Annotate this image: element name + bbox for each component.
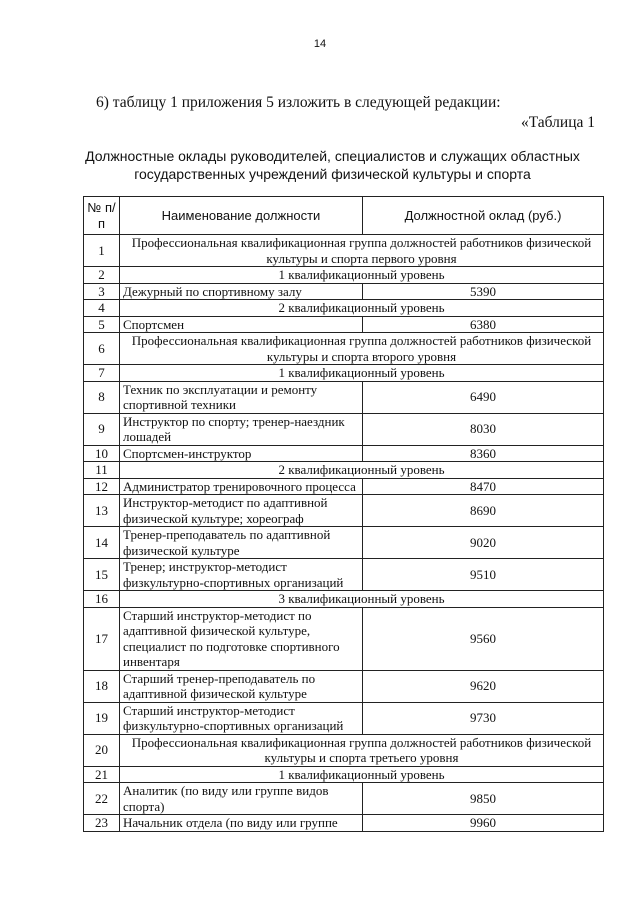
table-row xyxy=(84,783,604,815)
position-name: Тренер-преподаватель по адаптивной физической культуре xyxy=(120,527,363,559)
group-heading: 2 квалификационный уровень xyxy=(120,462,604,479)
row-number: 7 xyxy=(84,365,120,382)
row-number: 9 xyxy=(84,413,120,445)
table-row xyxy=(84,381,604,413)
page-number: 14 xyxy=(313,38,327,50)
row-number: 20 xyxy=(84,734,120,766)
salary-value: 9560 xyxy=(363,607,604,670)
group-heading: 3 квалификационный уровень xyxy=(120,591,604,608)
group-row xyxy=(84,591,604,608)
row-number: 8 xyxy=(84,381,120,413)
row-number: 17 xyxy=(84,607,120,670)
salary-value: 9960 xyxy=(363,815,604,832)
group-heading: 2 квалификационный уровень xyxy=(120,300,604,317)
group-row xyxy=(84,300,604,317)
table-row xyxy=(84,478,604,495)
title-line-1: Должностные оклады руководителей, специалистов и служащих областных xyxy=(85,148,580,164)
position-name: Старший инструктор-методист физкультурно-спортивных организаций xyxy=(120,702,363,734)
table-row xyxy=(84,445,604,462)
table-label: «Таблица 1 xyxy=(520,114,595,131)
row-number: 1 xyxy=(84,235,120,267)
row-number: 12 xyxy=(84,478,120,495)
salary-value: 8030 xyxy=(363,413,604,445)
salary-value: 6380 xyxy=(363,316,604,333)
row-number: 19 xyxy=(84,702,120,734)
table-header-row xyxy=(84,197,604,235)
row-number: 16 xyxy=(84,591,120,608)
row-number: 13 xyxy=(84,495,120,527)
group-heading: Профессиональная квалификационная группа должностей работников физической культуры и спорта третьего уровня xyxy=(120,734,604,766)
group-heading: Профессиональная квалификационная группа должностей работников физической культуры и спорта первого уровня xyxy=(120,235,604,267)
salary-value: 9020 xyxy=(363,527,604,559)
group-row xyxy=(84,365,604,382)
group-heading: Профессиональная квалификационная группа должностей работников физической культуры и спорта второго уровня xyxy=(120,333,604,365)
table-row xyxy=(84,607,604,670)
table-row xyxy=(84,283,604,300)
table-row xyxy=(84,670,604,702)
position-name: Тренер; инструктор-методист физкультурно-спортивных организаций xyxy=(120,559,363,591)
position-name: Инструктор по спорту; тренер-наездник лошадей xyxy=(120,413,363,445)
salary-value: 8470 xyxy=(363,478,604,495)
row-number: 5 xyxy=(84,316,120,333)
table-row xyxy=(84,815,604,832)
table-row xyxy=(84,495,604,527)
group-row xyxy=(84,766,604,783)
row-number: 22 xyxy=(84,783,120,815)
row-number: 23 xyxy=(84,815,120,832)
row-number: 15 xyxy=(84,559,120,591)
row-number: 3 xyxy=(84,283,120,300)
header-number: № п/п xyxy=(84,197,120,235)
group-row xyxy=(84,333,604,365)
position-name: Начальник отдела (по виду или группе xyxy=(120,815,363,832)
table-body xyxy=(84,235,604,832)
salary-value: 5390 xyxy=(363,283,604,300)
position-name: Спортсмен-инструктор xyxy=(120,445,363,462)
position-name: Техник по эксплуатации и ремонту спортивной техники xyxy=(120,381,363,413)
salary-value: 6490 xyxy=(363,381,604,413)
row-number: 11 xyxy=(84,462,120,479)
header-salary: Должностной оклад (руб.) xyxy=(363,197,604,235)
row-number: 10 xyxy=(84,445,120,462)
position-name: Старший инструктор-методист по адаптивной физической культуре, специалист по подготовке спортивного инвентаря xyxy=(120,607,363,670)
group-row xyxy=(84,267,604,284)
group-row xyxy=(84,462,604,479)
position-name: Старший тренер-преподаватель по адаптивной физической культуре xyxy=(120,670,363,702)
salary-value: 8360 xyxy=(363,445,604,462)
salary-value: 9620 xyxy=(363,670,604,702)
group-heading: 1 квалификационный уровень xyxy=(120,267,604,284)
row-number: 4 xyxy=(84,300,120,317)
table-row xyxy=(84,413,604,445)
title-line-2: государственных учреждений физической культуры и спорта xyxy=(134,166,531,182)
salary-value: 9850 xyxy=(363,783,604,815)
table-row xyxy=(84,702,604,734)
intro-text: 6) таблицу 1 приложения 5 изложить в следующей редакции: xyxy=(96,94,501,111)
salary-value: 8690 xyxy=(363,495,604,527)
position-name: Спортсмен xyxy=(120,316,363,333)
position-name: Инструктор-методист по адаптивной физической культуре; хореограф xyxy=(120,495,363,527)
row-number: 2 xyxy=(84,267,120,284)
position-name: Аналитик (по виду или группе видов спорта) xyxy=(120,783,363,815)
salary-table xyxy=(83,196,604,832)
group-row xyxy=(84,734,604,766)
row-number: 21 xyxy=(84,766,120,783)
group-heading: 1 квалификационный уровень xyxy=(120,365,604,382)
header-position-name: Наименование должности xyxy=(120,197,363,235)
row-number: 14 xyxy=(84,527,120,559)
position-name: Администратор тренировочного процесса xyxy=(120,478,363,495)
salary-value: 9510 xyxy=(363,559,604,591)
table-row xyxy=(84,316,604,333)
table-row xyxy=(84,559,604,591)
document-title xyxy=(40,147,625,183)
row-number: 6 xyxy=(84,333,120,365)
group-row xyxy=(84,235,604,267)
table-row xyxy=(84,527,604,559)
row-number: 18 xyxy=(84,670,120,702)
group-heading: 1 квалификационный уровень xyxy=(120,766,604,783)
salary-value: 9730 xyxy=(363,702,604,734)
position-name: Дежурный по спортивному залу xyxy=(120,283,363,300)
